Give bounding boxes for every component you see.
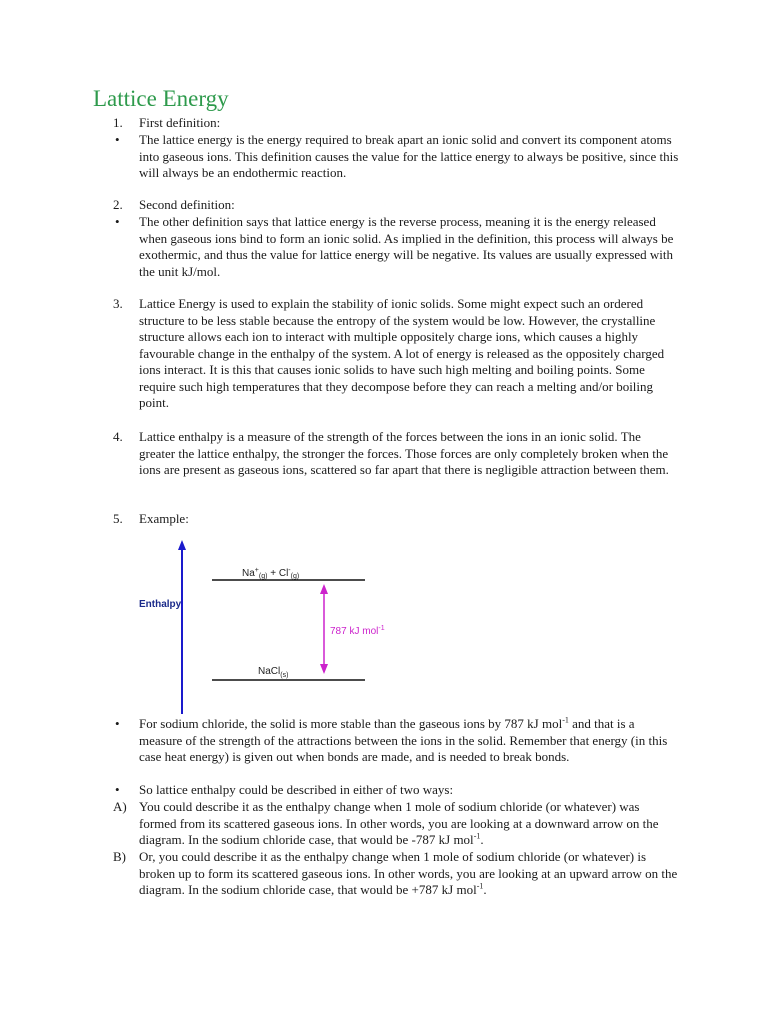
list-text: Lattice Energy is used to explain the stability of ionic solids. Some might expect such an ordered structure to be less stable because the entropy of the system would be low. However, the crystalline structure allows each ion to interact with multiple oppositely charge ions, which causes a highly favourable change in the enthalpy of the system. A lot of energy is released as the oppositely charged ions interact. It is this that causes ionic solids to have such high melting and boiling points. Some require such high temperatures that they decompose before they can reach a melting and/or boiling point. (139, 296, 665, 410)
energy-arrowhead-down (320, 664, 328, 674)
list-number: 1. (113, 115, 123, 130)
axis-arrowhead (178, 540, 186, 550)
bullet-icon: • (115, 132, 120, 147)
list-text: Example: (139, 511, 189, 526)
list-text: You could describe it as the enthalpy change when 1 mole of sodium chloride (or whatever) was formed from its scattered gaseous ions. In other words, you are looking at a downward arrow on the diagram. In the sodium chloride case, that would be -787 kJ mol$^{-1}$. (139, 799, 659, 847)
list-letter: A) (113, 799, 127, 814)
list-number: 3. (113, 296, 123, 311)
list-text: Second definition: (139, 197, 235, 212)
list-text: Or, you could describe it as the enthalpy change when 1 mole of sodium chloride (or whatever) is broken up to form its scattered gaseous ions. In other words, you are looking at an upward arrow on the diagram. In the sodium chloride case, that would be +787 kJ mol$^{-1}$. (139, 849, 678, 897)
list-number: 4. (113, 429, 123, 444)
axis-label: Enthalpy (139, 599, 182, 610)
list-number: 2. (113, 197, 123, 212)
bullet-text: For sodium chloride, the solid is more stable than the gaseous ions by 787 kJ mol$^{-1}$ and that is a measure of the strength of the attractions between the ions in the solid. Remember that energy (in this case heat energy) is given out when bonds are made, and is needed to break bonds. (139, 715, 668, 764)
list-text: Lattice enthalpy is a measure of the strength of the forces between the ions in an ionic solid. The greater the lattice enthalpy, the stronger the forces. Those forces are only completely broken when the ions are present as gaseous ions, scattered so far apart that there is negligible attraction between them. (139, 429, 669, 477)
enthalpy-diagram (130, 538, 410, 718)
bullet-text: The other definition says that lattice energy is the reverse process, meaning it is the energy released when gaseous ions bind to form an ionic solid. As implied in the definition, this process will always be exothermic, and thus the value for lattice energy will be negative. Its values are usually expressed with the unit kJ/mol. (139, 214, 674, 279)
bullet-icon: • (115, 716, 120, 731)
energy-label: 787 kJ mol$^{-1}$ (330, 625, 385, 637)
top-level-label: $Na^+_{(g)} + Cl^-_{(g)}$ (242, 567, 300, 580)
bullet-text: The lattice energy is the energy required to break apart an ionic solid and convert its component atoms into gaseous ions. This definition causes the value for the lattice energy to always be positive, since this will always be an endothermic reaction. (139, 132, 679, 180)
list-number: 5. (113, 511, 123, 526)
list-text: First definition: (139, 115, 221, 130)
bullet-icon: • (115, 782, 120, 797)
energy-arrowhead-up (320, 584, 328, 594)
bullet-text: So lattice enthalpy could be described in either of two ways: (139, 782, 454, 797)
bullet-icon: • (115, 214, 120, 229)
page-title: Lattice Energy (93, 86, 229, 111)
list-letter: B) (113, 849, 126, 864)
bottom-level-label: NaCl$_{(s)}$ (258, 666, 289, 679)
